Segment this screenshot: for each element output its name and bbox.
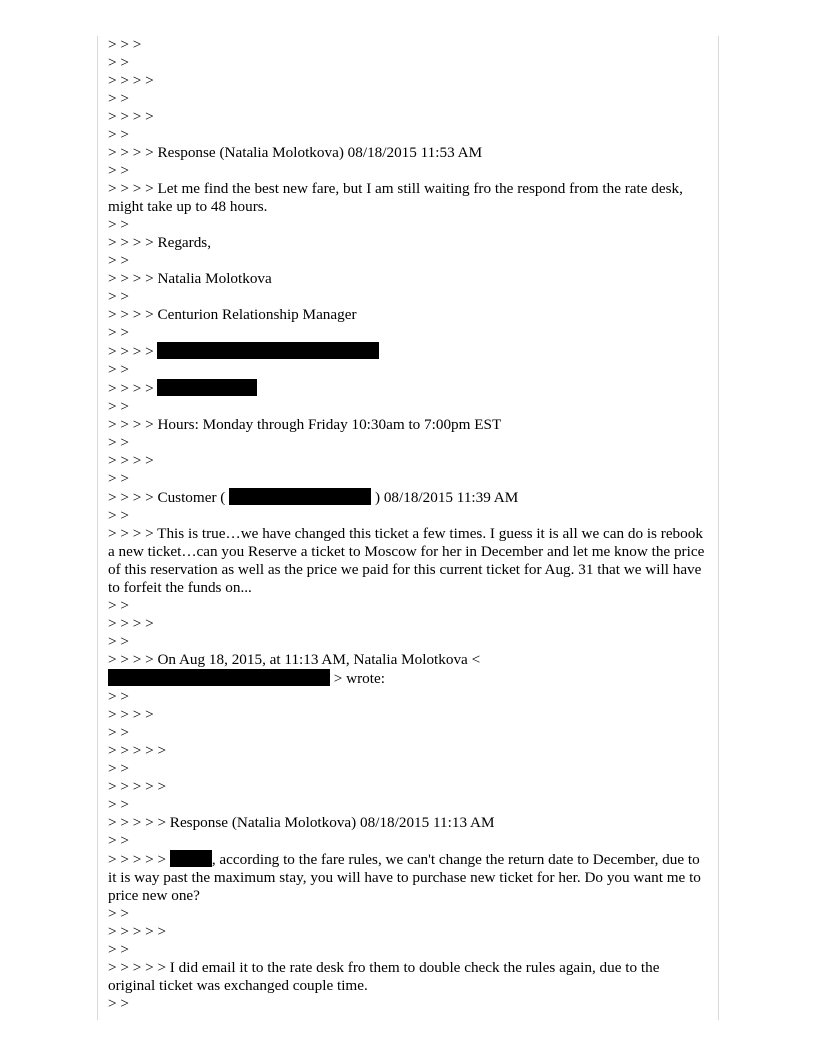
signature-redacted-line [108, 379, 708, 398]
reply-attribution: > > > > On Aug 18, 2015, at 11:13 AM, Natalia Molotkova < [108, 651, 481, 668]
customer-header [108, 488, 708, 507]
customer-header-start: > > > > Customer ( [108, 489, 226, 506]
signature-hours: > > > > Hours: Monday through Friday 10:30am to 7:00pm EST [108, 416, 502, 433]
quote-line: > > > > > [108, 742, 167, 759]
message-text: > > > > > I did email it to the rate desk fro them to double check the rules again, due to the original ticket was exchanged couple time. [108, 959, 664, 994]
reply-attribution-email [108, 669, 708, 688]
quote-line: > > [108, 597, 129, 614]
message-text: > > > > This is true…we have changed this ticket a few times. I guess it is all we can do is rebook a new ticket…can you Reserve a ticket to Moscow for her in December and let me know the price of this reservation as well as the price we paid for this current ticket for Aug. 31 that we will have to forfeit the funds on... [108, 525, 709, 596]
quote-line: > > [108, 361, 129, 378]
quote-line: > > [108, 724, 129, 741]
message-body: , according to the fare rules, we can't change the return date to December, due to it is way past the maximum stay, you will have to purchase new ticket for her. Do you want me to price new one? [108, 851, 705, 904]
quote-line: > > [108, 252, 129, 269]
signature-name: > > > > Natalia Molotkova [108, 270, 272, 287]
redaction-block [108, 669, 330, 686]
signature-redacted-line [108, 342, 708, 361]
quote-line: > > > > > [108, 778, 167, 795]
quote-line: > > [108, 905, 129, 922]
redaction-block [170, 850, 212, 867]
quote-line: > > [108, 126, 129, 143]
quote-line: > > > > > [108, 923, 167, 940]
quote-line: > > > > [108, 108, 154, 125]
quote-line: > > [108, 90, 129, 107]
quote-marker: > > > > [108, 343, 154, 360]
quote-line: > > [108, 398, 129, 415]
quote-line: > > > > [108, 706, 154, 723]
wrote-label: > wrote: [333, 670, 385, 687]
quote-line: > > [108, 995, 129, 1012]
message-text [108, 850, 708, 905]
quote-marker: > > > > > [108, 851, 167, 868]
quote-line: > > [108, 688, 129, 705]
quote-line: > > [108, 760, 129, 777]
quote-line: > > [108, 434, 129, 451]
quote-marker: > > > > [108, 380, 154, 397]
message-text: > > > > Let me find the best new fare, but I am still waiting fro the respond from the rate desk, might take up to 48 hours. [108, 180, 687, 215]
quote-line: > > [108, 796, 129, 813]
quote-line: > > [108, 216, 129, 233]
customer-header-end: ) 08/18/2015 11:39 AM [374, 489, 519, 506]
response-header: > > > > > Response (Natalia Molotkova) 08/18/2015 11:13 AM [108, 814, 495, 831]
quote-line: > > [108, 633, 129, 650]
quote-line: > > [108, 288, 129, 305]
left-margin-rule [97, 36, 98, 1020]
quote-line: > > [108, 941, 129, 958]
quote-line: > > [108, 324, 129, 341]
quote-line: > > [108, 832, 129, 849]
response-header: > > > > Response (Natalia Molotkova) 08/18/2015 11:53 AM [108, 144, 483, 161]
quote-line: > > [108, 470, 129, 487]
email-thread-body [108, 36, 708, 1013]
quote-line: > > > > [108, 72, 154, 89]
quote-line: > > [108, 507, 129, 524]
quote-line: > > [108, 162, 129, 179]
redaction-block [157, 379, 257, 396]
quote-line: > > > [108, 36, 142, 53]
redaction-block [229, 488, 371, 505]
right-margin-rule [718, 36, 719, 1020]
quote-line: > > > > [108, 615, 154, 632]
quote-line: > > > > [108, 452, 154, 469]
quote-line: > > [108, 54, 129, 71]
signature-title: > > > > Centurion Relationship Manager [108, 306, 357, 323]
redaction-block [157, 342, 379, 359]
signature-regards: > > > > Regards, [108, 234, 212, 251]
